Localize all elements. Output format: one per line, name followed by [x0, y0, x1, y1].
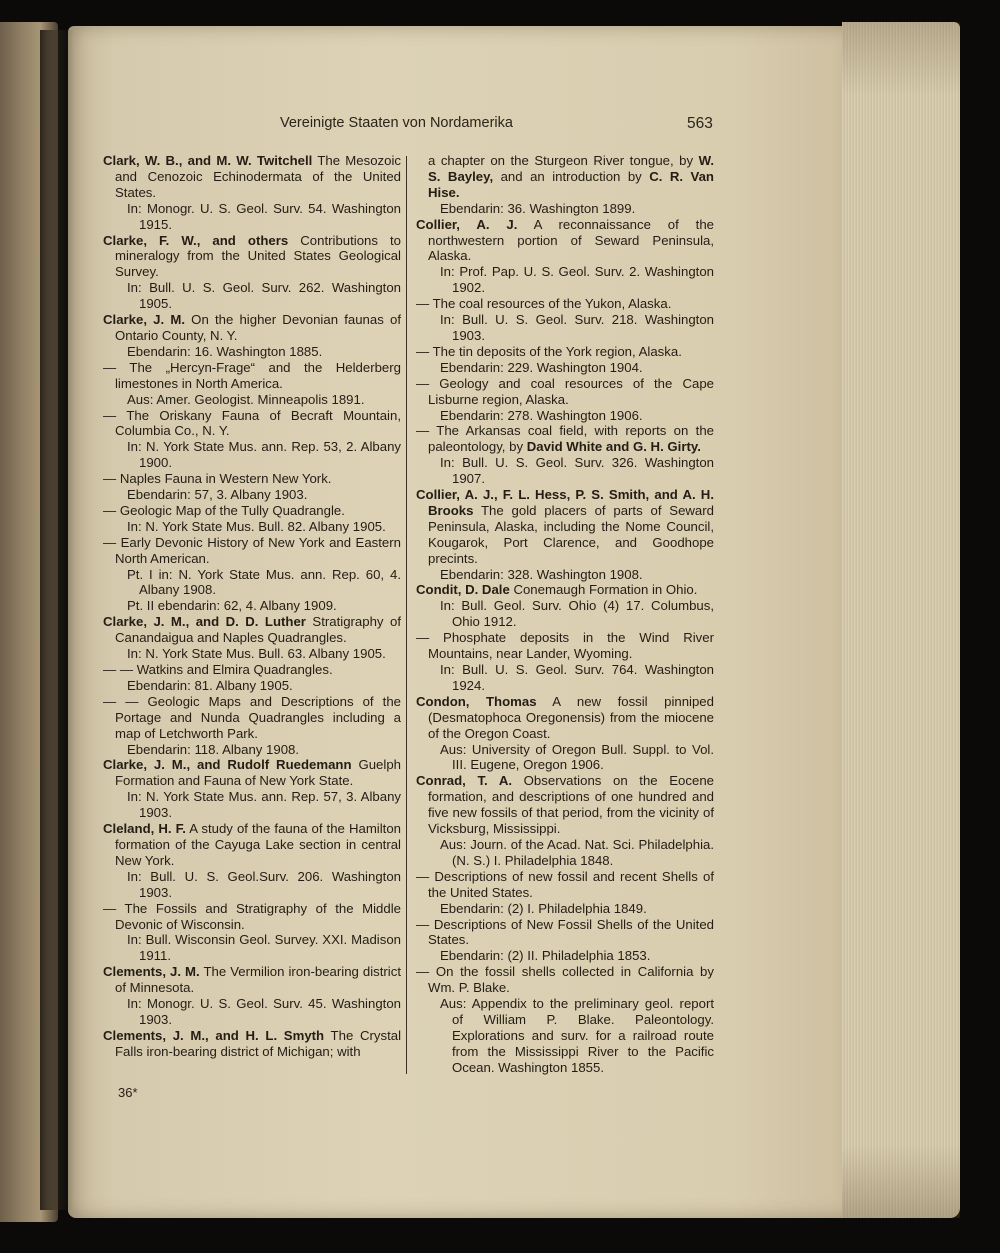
entry-author: Clarke, J. M., and Rudolf Ruedemann: [103, 757, 352, 773]
bibliography-entry: [416, 582, 714, 630]
entry-title: Guelph Formation and Fauna of New York State.: [115, 757, 401, 789]
entry-author: Clarke, J. M., and D. D. Luther: [103, 614, 306, 630]
entry-title: Stratigraphy of Canandaigua and Naples Quadrangles.: [115, 614, 401, 646]
bibliography-entry: [416, 487, 714, 582]
entry-title: Contributions to mineralogy from the United States Geological Survey.: [115, 232, 402, 280]
entry-author: Conrad, T. A.: [416, 773, 513, 789]
page-stack-edges: [842, 22, 960, 1218]
entry-source: In: N. York State Mus. Bull. 82. Albany 1905.: [127, 518, 386, 534]
bibliography-entry: [416, 869, 714, 917]
bibliography-entry: [103, 312, 401, 360]
entry-title: — Phosphate deposits in the Wind River Mountains, near Lander, Wyoming.: [416, 630, 714, 662]
bibliography-entry: [103, 503, 401, 535]
bibliography-entry: [103, 1028, 401, 1060]
entry-coauthors: C. R. Van Hise.: [428, 168, 714, 200]
entry-source: Pt. I in: N. York State Mus. ann. Rep. 60, 4. Albany 1908.: [127, 566, 401, 598]
entry-source: Ebendarin: 81. Albany 1905.: [127, 677, 293, 693]
bibliography-entry: [416, 773, 714, 868]
entry-title: — Early Devonic History of New York and Eastern North American.: [103, 534, 401, 566]
entry-source: In: Bull. U. S. Geol.Surv. 206. Washington 1903.: [127, 868, 401, 900]
entry-title: — The Arkansas coal field, with reports on the paleontology, by: [416, 423, 714, 455]
entry-title: — Descriptions of New Fossil Shells of the United States.: [416, 916, 714, 948]
entry-title: — On the fossil shells collected in California by Wm. P. Blake.: [416, 964, 714, 996]
entry-source: In: Bull. U. S. Geol. Surv. 764. Washington 1924.: [440, 662, 714, 693]
entry-title: The gold placers of parts of Seward Peninsula, Alaska, including the Nome Council, Kougarok, Port Clarence, and Goodhope precints.: [428, 502, 714, 566]
bibliography-entry: [416, 630, 714, 694]
bibliography-entry: [103, 821, 401, 901]
entry-source: In: Bull. U. S. Geol. Surv. 326. Washington 1907.: [440, 455, 714, 487]
entry-title: — The Oriskany Fauna of Becraft Mountain, Columbia Co., N. Y.: [103, 407, 401, 439]
entry-title: The Vermilion iron-bearing district of Minnesota.: [115, 964, 401, 996]
entry-title: — The Fossils and Stratigraphy of the Middle Devonic of Wisconsin.: [103, 900, 401, 932]
bibliography-entry: [103, 471, 401, 503]
entry-title: The Crystal Falls iron-bearing district of Michigan; with: [115, 1027, 401, 1059]
entry-source: Pt. II ebendarin: 62, 4. Albany 1909.: [127, 598, 337, 614]
bibliography-entry: [103, 153, 401, 233]
entry-author: Cleland, H. F.: [103, 821, 186, 837]
entry-source: Aus: Amer. Geologist. Minneapolis 1891.: [127, 391, 365, 407]
entry-title: — Naples Fauna in Western New York.: [103, 471, 332, 487]
bibliography-entry: [416, 694, 714, 774]
bibliography-entry: [103, 408, 401, 472]
entry-title: — The „Hercyn-Frage“ and the Helderberg limestones in North America.: [103, 359, 401, 391]
entry-title: — Descriptions of new fossil and recent Shells of the United States.: [416, 868, 714, 900]
entry-author: Condon, Thomas: [416, 693, 537, 709]
entry-source: In: N. York State Mus. ann. Rep. 53, 2. Albany 1900.: [127, 439, 401, 471]
entry-author: Condit, D. Dale: [416, 582, 510, 598]
entry-source: Ebendarin: (2) II. Philadelphia 1853.: [440, 948, 651, 964]
entry-title: A reconnaissance of the northwestern portion of Seward Peninsula, Alaska.: [428, 216, 714, 264]
bibliography-entry: [416, 917, 714, 965]
entry-source: In: N. York State Mus. ann. Rep. 57, 3. Albany 1903.: [127, 789, 401, 821]
bibliography-column-right: [416, 153, 714, 1076]
bibliography-entry: [103, 694, 401, 758]
bibliography-entry: [416, 217, 714, 297]
entry-source: In: Monogr. U. S. Geol. Surv. 45. Washington 1903.: [127, 996, 401, 1027]
bibliography-entry: [103, 662, 401, 694]
bibliography-entry: [103, 598, 401, 614]
entry-source: Ebendarin: 16. Washington 1885.: [127, 343, 323, 359]
entry-coauthors: David White and G. H. Girty.: [526, 439, 701, 455]
entry-title: Observations on the Eocene formation, and descriptions of one hundred and five new fossils of that period, from the vicinity of Vicksburg, Mississippi.: [428, 773, 714, 837]
bibliography-entry: [416, 296, 714, 344]
bibliography-column-left: [103, 153, 401, 1060]
entry-coauthors: W. S. Bayley,: [428, 153, 714, 184]
entry-source: Ebendarin: 118. Albany 1908.: [127, 741, 300, 757]
entry-source: In: Prof. Pap. U. S. Geol. Surv. 2. Washington 1902.: [440, 264, 714, 296]
entry-title-cont: and an introduction by: [493, 168, 650, 184]
entry-title: — Geology and coal resources of the Cape Lisburne region, Alaska.: [416, 375, 714, 407]
entry-title: — — Geologic Maps and Descriptions of the Portage and Nunda Quadrangles including a map of Letchworth Park.: [103, 693, 401, 741]
entry-author: Collier, A. J., F. L. Hess, P. S. Smith, and A. H. Brooks: [416, 487, 714, 518]
entry-title: A study of the fauna of the Hamilton formation of the Cayuga Lake section in central New York.: [115, 821, 401, 868]
entry-author: Clarke, J. M.: [103, 312, 185, 328]
entry-title: Conemaugh Formation in Ohio.: [509, 582, 698, 598]
entry-source: Ebendarin: 328. Washington 1908.: [440, 566, 643, 582]
entry-author: Clements, J. M., and H. L. Smyth: [103, 1027, 325, 1043]
bibliography-entry: [416, 964, 714, 1075]
bibliography-entry: [103, 535, 401, 599]
entry-title: On the higher Devonian faunas of Ontario County, N. Y.: [115, 312, 401, 343]
entry-author: Clarke, F. W., and others: [103, 232, 289, 248]
entry-source: In: Bull. U. S. Geol. Surv. 218. Washington 1903.: [440, 312, 714, 343]
column-divider: [406, 156, 407, 1074]
entry-source: In: Bull. Geol. Surv. Ohio (4) 17. Columbus, Ohio 1912.: [440, 598, 714, 630]
entry-author: Collier, A. J.: [416, 216, 518, 232]
entry-source: Ebendarin: 36. Washington 1899.: [440, 200, 636, 216]
bibliography-entry: [103, 614, 401, 662]
entry-source: Aus: University of Oregon Bull. Suppl. to Vol. III. Eugene, Oregon 1906.: [440, 741, 714, 773]
entry-title: — — Watkins and Elmira Quadrangles.: [103, 662, 333, 677]
page-number: 563: [687, 115, 713, 132]
bibliography-entry: [103, 360, 401, 408]
entry-source: Aus: Appendix to the preliminary geol. report of William P. Blake. Paleontology. Explorations and surv. for a railroad route from the Mississippi River to the Pacific Ocean. Washington 1855.: [440, 996, 714, 1075]
bibliography-entry: [103, 757, 401, 821]
running-title: Vereinigte Staaten von Nordamerika: [280, 115, 513, 131]
entry-source: Aus: Journ. of the Acad. Nat. Sci. Philadelphia. (N. S.) I. Philadelphia 1848.: [440, 836, 714, 868]
entry-source: Ebendarin: 229. Washington 1904.: [440, 359, 643, 375]
entry-title: — The coal resources of the Yukon, Alaska.: [416, 296, 672, 312]
entry-source: In: N. York State Mus. Bull. 63. Albany 1905.: [127, 646, 386, 662]
entry-source: In: Monogr. U. S. Geol. Surv. 54. Washington 1915.: [127, 200, 401, 232]
entry-title: — The tin deposits of the York region, Alaska.: [416, 343, 682, 359]
bibliography-entry: [416, 344, 714, 376]
entry-source: Ebendarin: 278. Washington 1906.: [440, 407, 643, 423]
signature-mark: 36*: [118, 1085, 138, 1100]
book-gutter: [40, 30, 74, 1210]
entry-title: The Mesozoic and Cenozoic Echinodermata of the United States.: [115, 153, 401, 200]
bibliography-entry: [103, 233, 401, 313]
bibliography-entry: [103, 964, 401, 1028]
entry-source: Ebendarin: (2) I. Philadelphia 1849.: [440, 900, 647, 916]
bibliography-entry: [416, 153, 714, 217]
bibliography-entry: [103, 901, 401, 965]
entry-source: Ebendarin: 57, 3. Albany 1903.: [127, 487, 308, 503]
entry-source: In: Bull. U. S. Geol. Surv. 262. Washington 1905.: [127, 280, 401, 312]
bibliography-entry: [416, 376, 714, 424]
entry-title: A new fossil pinniped (Desmatophoca Oregonensis) from the miocene of the Oregon Coast.: [428, 693, 714, 741]
entry-source: In: Bull. Wisconsin Geol. Survey. XXI. Madison 1911.: [127, 932, 401, 964]
entry-author: Clements, J. M.: [103, 964, 200, 980]
bibliography-entry: [416, 423, 714, 487]
entry-author: Clark, W. B., and M. W. Twitchell: [103, 153, 313, 168]
entry-title: a chapter on the Sturgeon River tongue, by: [428, 153, 699, 168]
entry-title: — Geologic Map of the Tully Quadrangle.: [103, 502, 345, 518]
